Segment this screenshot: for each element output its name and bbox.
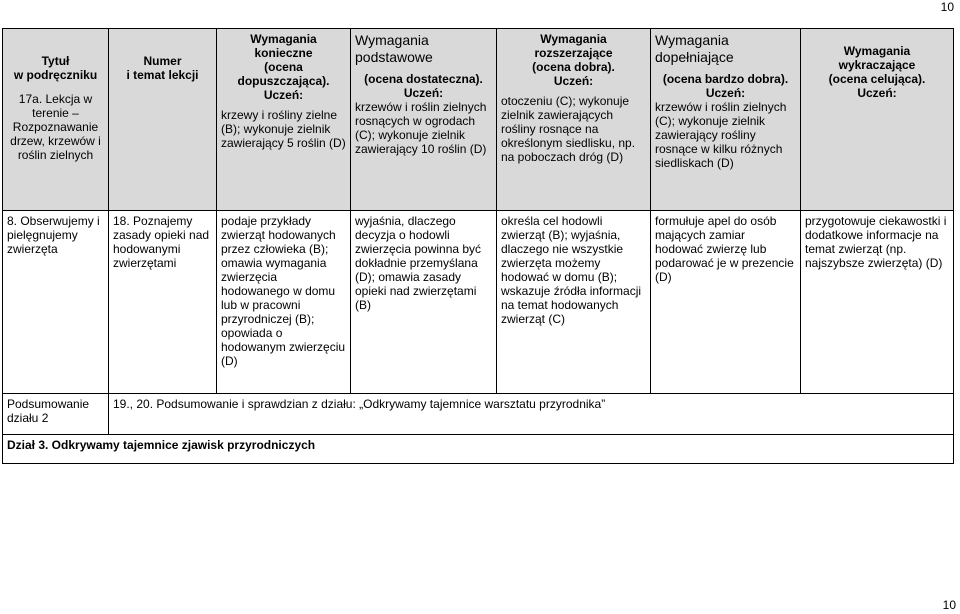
header-konieczne-uczen: Uczeń: bbox=[263, 88, 304, 102]
header-rozszerzajace-cell bbox=[497, 29, 651, 211]
header-konieczne-cell bbox=[217, 29, 351, 211]
row-8-dopelniajace: formułuje apel do osób mających zamiar hodować zwierzę lub podarować je w prezencie (D) bbox=[651, 211, 801, 394]
lesson-17a-rozszerzajace: otoczeniu (C); wykonuje zielnik zawierających rośliny rosnące na określonym siedlisku, np. na poboczach dróg (D) bbox=[501, 94, 636, 164]
section-heading: Dział 3. Odkrywamy tajemnice zjawisk przyrodniczych bbox=[3, 435, 954, 464]
header-dopelniajace-sub: (ocena bardzo dobra). bbox=[662, 72, 789, 86]
header-dopelniajace-title: Wymagania dopełniające bbox=[655, 32, 734, 65]
header-number-line2: i temat lekcji bbox=[126, 68, 199, 82]
page-number-top: 10 bbox=[940, 0, 954, 14]
summary-text: 19., 20. Podsumowanie i sprawdzian z działu: „Odkrywamy tajemnice warsztatu przyrodnika” bbox=[109, 394, 954, 435]
header-wykraczajace-title: Wymagania wykraczające bbox=[838, 44, 916, 72]
header-wykraczajace-sub: (ocena celująca). bbox=[828, 72, 926, 86]
requirements-table bbox=[2, 28, 954, 464]
header-podstawowe-cell bbox=[351, 29, 497, 211]
summary-row bbox=[3, 394, 954, 435]
header-dopelniajace-uczen: Uczeń: bbox=[705, 86, 746, 100]
lesson-17a-podstawowe: krzewów i roślin zielnych rosnących w ogrodach (C); wykonuje zielnik zawierający 10 roślin (D) bbox=[355, 100, 487, 156]
header-rozszerzajace-sub: (ocena dobra). bbox=[532, 60, 615, 74]
section-heading-row bbox=[3, 435, 954, 464]
header-wykraczajace-uczen: Uczeń: bbox=[857, 86, 897, 100]
row-8-konieczne: podaje przykłady zwierząt hodowanych przez człowieka (B); omawia wymagania zwierzęcia hodowanego w domu lub w pracowni przyrodniczej (B); opowiada o hodowanym zwierzęciu (D) bbox=[217, 211, 351, 394]
header-dopelniajace-cell bbox=[651, 29, 801, 211]
row-8-title: 8. Obserwujemy i pielęgnujemy zwierzęta bbox=[3, 211, 109, 394]
header-rozszerzajace-uczen: Uczeń: bbox=[553, 74, 594, 88]
lesson-17a-konieczne: krzewy i rośliny zielne (B); wykonuje zielnik zawierający 5 roślin (D) bbox=[221, 108, 346, 150]
lesson-17a-topic: 17a. Lekcja w terenie – Rozpoznawanie drzew, krzewów i roślin zielnych bbox=[10, 92, 101, 162]
header-title-line2: w podręczniku bbox=[13, 68, 98, 82]
page-number-bottom: 10 bbox=[942, 598, 956, 612]
header-rozszerzajace-title: Wymagania rozszerzające bbox=[534, 32, 613, 60]
row-8-wykraczajace: przygotowuje ciekawostki i dodatkowe informacje na temat zwierząt (np. najszybsze zwierzęta) (D) bbox=[801, 211, 954, 394]
header-podstawowe-sub: (ocena dostateczna). bbox=[364, 72, 483, 86]
header-podstawowe-title: Wymagania podstawowe bbox=[355, 32, 433, 65]
row-8 bbox=[3, 211, 954, 394]
summary-title: Podsumowanie działu 2 bbox=[3, 394, 109, 435]
header-title-line1: Tytuł bbox=[41, 54, 70, 68]
header-podstawowe-uczen: Uczeń: bbox=[403, 86, 444, 100]
header-number-line1: Numer bbox=[143, 54, 182, 68]
header-konieczne-title: Wymagania konieczne bbox=[250, 32, 317, 60]
row-8-topic: 18. Poznajemy zasady opieki nad hodowanymi zwierzętami bbox=[109, 211, 217, 394]
header-number-cell bbox=[109, 29, 217, 211]
header-konieczne-sub: (ocena dopuszczająca). bbox=[237, 60, 330, 88]
header-title-cell bbox=[3, 29, 109, 211]
header-wykraczajace-cell bbox=[801, 29, 954, 211]
row-8-podstawowe: wyjaśnia, dlaczego decyzja o hodowli zwierzęcia powinna być dokładnie przemyślana (D); omawia zasady opieki nad zwierzętami (B) bbox=[351, 211, 497, 394]
header-row bbox=[3, 29, 954, 211]
lesson-17a-dopelniajace: krzewów i roślin zielnych (C); wykonuje zielnik zawierający rośliny rosnące w kilku różnych siedliskach (D) bbox=[655, 100, 787, 170]
row-8-rozszerzajace: określa cel hodowli zwierząt (B); wyjaśnia, dlaczego nie wszystkie zwierzęta możemy hodować w domu (B); wskazuje źródła informacji na temat hodowanych zwierząt (C) bbox=[497, 211, 651, 394]
